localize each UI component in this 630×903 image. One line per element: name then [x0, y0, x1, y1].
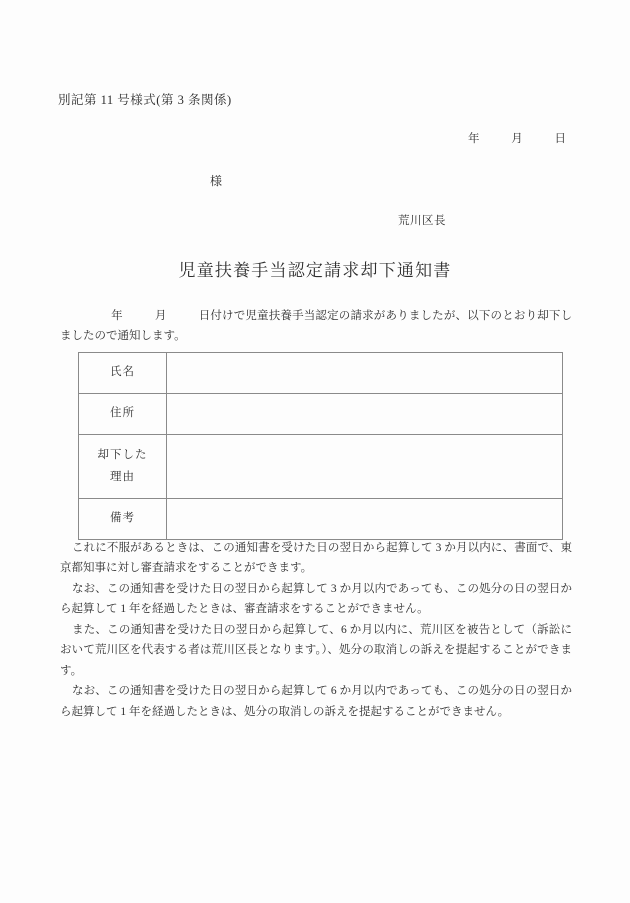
- issuer-name: 荒川区長: [398, 215, 446, 227]
- intro-paragraph: [60, 306, 572, 346]
- row-label-address: 住所: [79, 394, 167, 435]
- appeal-note-3: また、この通知書を受けた日の翌日から起算して、6 か月以内に、荒川区を被告として（訴訟において荒川区を代表する者は荒川区長となります。）、処分の取消しの訴えを提起することができます。: [60, 623, 572, 677]
- row-label-name: 氏名: [79, 353, 167, 394]
- addressee-honorific: 様: [210, 174, 223, 188]
- issue-date-month-label: 月: [511, 133, 523, 145]
- row-label-reason: [79, 435, 167, 499]
- appeal-note-1: これに不服があるときは、この通知書を受けた日の翌日から起算して 3 か月以内に、書面で、東京都知事に対し審査請求をすることができます。: [60, 542, 572, 575]
- table-row: [79, 499, 563, 540]
- appeal-note-2: なお、この通知書を受けた日の翌日から起算して 3 か月以内であっても、この処分の日の翌日から起算して 1 年を経過したときは、審査請求をすることができません。: [60, 582, 572, 616]
- appeal-notes: [60, 538, 572, 722]
- table-row: [79, 394, 563, 435]
- issue-date-year-label: 年: [468, 133, 480, 145]
- row-value-reason[interactable]: [167, 435, 563, 499]
- applicant-info-table: [78, 352, 563, 540]
- row-value-remarks[interactable]: [167, 499, 563, 540]
- row-value-address[interactable]: [167, 394, 563, 435]
- intro-month-label: 月: [154, 310, 167, 322]
- row-label-reason-line2: 理由: [110, 470, 135, 483]
- form-number: 別記第 11 号様式(第 3 条関係): [58, 93, 232, 107]
- table-row: [79, 353, 563, 394]
- intro-body-text: 日付けで児童扶養手当認定の請求がありましたが、以下のとおり却下しましたので通知します。: [60, 310, 573, 343]
- row-label-reason-line1: 却下した: [97, 449, 148, 462]
- row-label-remarks: 備考: [79, 499, 167, 540]
- appeal-note-4: なお、この通知書を受けた日の翌日から起算して 6 か月以内であっても、この処分の日の翌日から起算して 1 年を経過したときは、処分の取消しの訴えを提起することができません。: [60, 685, 572, 718]
- row-value-name[interactable]: [167, 353, 563, 394]
- issue-date-line: [468, 130, 566, 146]
- intro-year-label: 年: [111, 310, 123, 322]
- page-title: 児童扶養手当認定請求却下通知書: [178, 261, 452, 280]
- table-row: [79, 435, 563, 499]
- issue-date-day-label: 日: [554, 133, 566, 145]
